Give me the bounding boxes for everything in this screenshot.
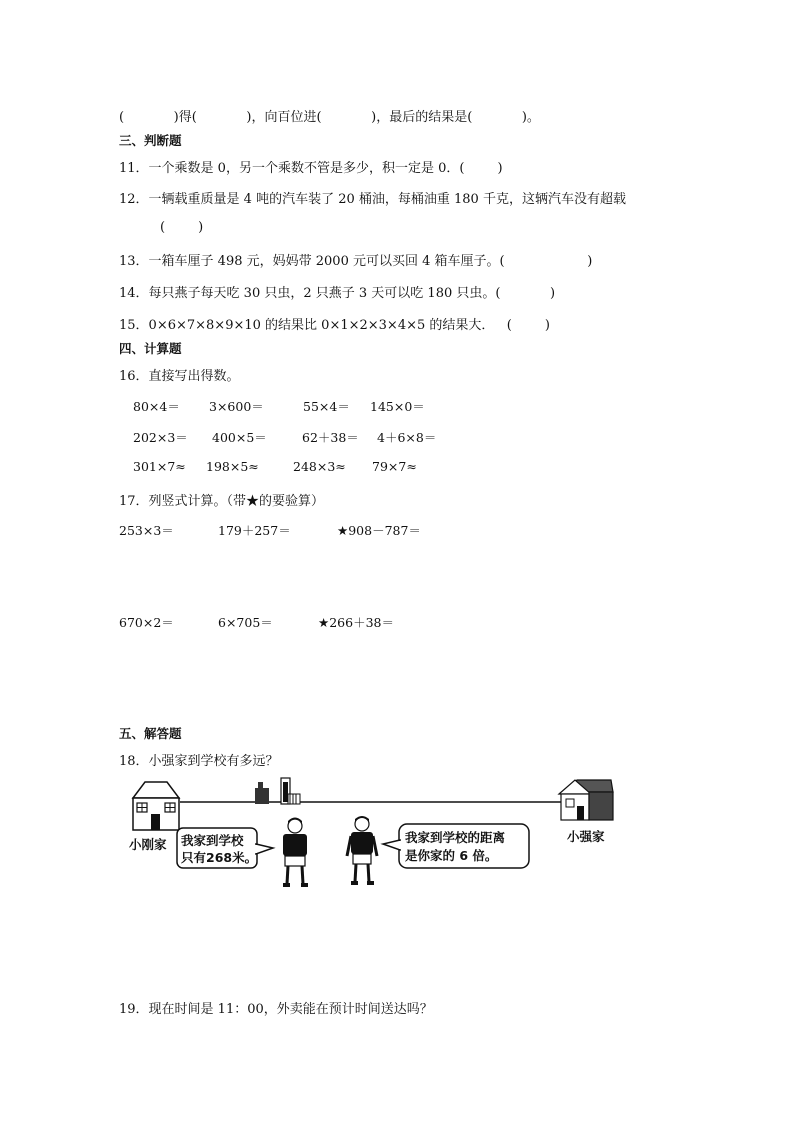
section-5-heading: 五、解答题 <box>119 726 182 741</box>
question-12-line1: 12．一辆载重质量是 4 吨的汽车装了 20 桶油，每桶油重 180 千克，这辆汽车没有超载 <box>119 192 626 207</box>
bubble-left-line2: 只有268米。 <box>181 850 258 865</box>
boy-left-icon <box>283 818 308 888</box>
speech-bubble-right <box>383 824 529 868</box>
left-house-icon <box>133 782 179 830</box>
calc-16-3-4: 79×7≈ <box>372 459 417 474</box>
calc-16-2-3: 62＋38＝ <box>302 430 359 445</box>
right-home-label: 小强家 <box>567 829 605 844</box>
calc-16-1-3: 55×4＝ <box>303 399 350 414</box>
section-3-heading: 三、判断题 <box>119 133 182 148</box>
bubble-right-line1: 我家到学校的距离 <box>405 830 506 845</box>
calc-17-2-2: 6×705＝ <box>218 615 273 630</box>
calc-16-2-1: 202×3＝ <box>133 430 188 445</box>
calc-16-2-2: 400×5＝ <box>212 430 267 445</box>
calc-17-2-1: 670×2＝ <box>119 615 174 630</box>
question-14: 14．每只燕子每天吃 30 只虫，2 只燕子 3 天可以吃 180 只虫。( ) <box>119 286 556 301</box>
boy-right-icon <box>347 816 377 885</box>
calc-16-1-2: 3×600＝ <box>209 399 264 414</box>
question-15: 15．0×6×7×8×9×10 的结果比 0×1×2×3×4×5 的结果大． ( ) <box>119 318 550 333</box>
right-house-icon <box>559 780 613 820</box>
question-16-title: 16．直接写出得数。 <box>119 369 240 384</box>
bubble-right-line2: 是你家的 6 倍。 <box>405 848 498 863</box>
calc-16-1-4: 145×0＝ <box>370 399 425 414</box>
top-fill-line: ( )得( )，向百位进( )，最后的结果是( )。 <box>119 110 540 125</box>
calc-16-3-2: 198×5≈ <box>206 459 259 474</box>
calc-17-2-3: ★266＋38＝ <box>318 615 394 630</box>
calc-16-3-1: 301×7≈ <box>133 459 186 474</box>
left-home-label: 小刚家 <box>129 837 167 852</box>
section-4-heading: 四、计算题 <box>119 341 182 356</box>
speech-bubble-left <box>177 828 273 868</box>
calc-16-3-3: 248×3≈ <box>293 459 346 474</box>
question-17-title: 17．列竖式计算。（带★的要验算） <box>119 494 325 509</box>
school-icon <box>255 778 300 804</box>
distance-illustration <box>125 776 625 896</box>
question-19: 19．现在时间是 11：00，外卖能在预计时间送达吗？ <box>119 1002 433 1017</box>
bubble-left-line1: 我家到学校 <box>181 833 244 848</box>
question-11: 11．一个乘数是 0，另一个乘数不管是多少，积一定是 0．( ) <box>119 161 503 176</box>
question-18-title: 18．小强家到学校有多远？ <box>119 754 279 769</box>
calc-17-1-2: 179＋257＝ <box>218 523 291 538</box>
calc-17-1-1: 253×3＝ <box>119 523 174 538</box>
calc-16-2-4: 4＋6×8＝ <box>377 430 437 445</box>
calc-16-1-1: 80×4＝ <box>133 399 180 414</box>
question-13: 13．一箱车厘子 498 元，妈妈带 2000 元可以买回 4 箱车厘子。( ) <box>119 254 593 269</box>
calc-17-1-3: ★908－787＝ <box>337 523 421 538</box>
question-12-line2: ( ) <box>160 220 204 235</box>
